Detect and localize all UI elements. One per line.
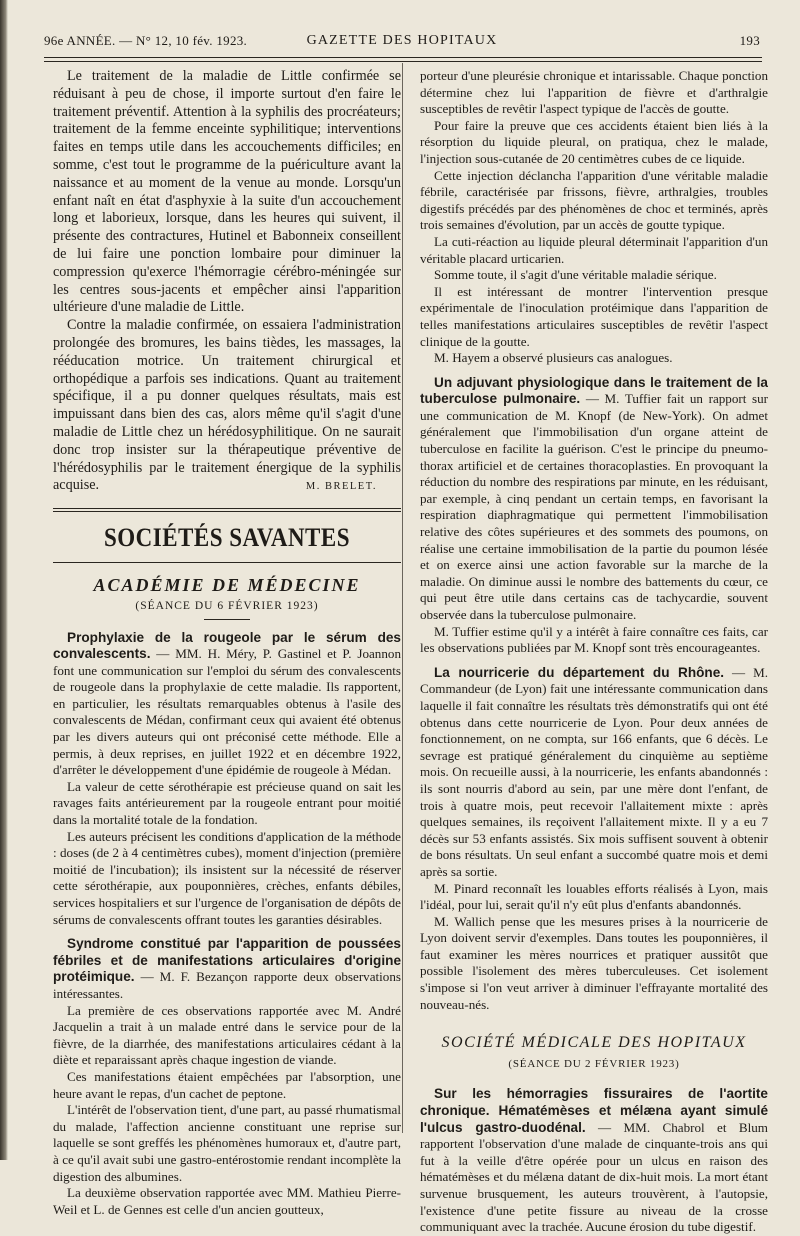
page-binding-edge [0,0,8,1160]
paragraph: M. Wallich pense que les mesures prises à la nourricerie de Lyon doivent servir d'exemples. Dans toutes les pouponnières, il faut examiner les mères nourrices et pratiquer aussitôt que possible l'isolement des mères tuberculeuses. Cet isolement s'impose si l'on veut arriver à diminuer l'effrayante mortalité des nouveau-nés. [420,913,768,1012]
running-header [44,33,760,53]
paragraph: Contre la maladie confirmée, on essaiera l'administration prolongée des bromures, les bains tièdes, les massages, la rééducation motrice. Un traitement chirurgical et orthopédique a parfois ses indications. Quant au traitement spécifique, il a pu donner quelques résultats, mais est impuissant dans bien des cas, alors même qu'il s'agit d'une maladie de Little chez un hérédosyphilitique. On ne saurait donc trop insister sur la thérapeutique préventive de l'hérédosyphilis par le traitement énergique de la syphilis acquise. [53,317,401,494]
article-intro: — M. F. Bezançon rapporte deux observations intéressantes. [53,969,401,1001]
paragraph: Les auteurs précisent les conditions d'application de la méthode : doses (de 2 à 4 centimètres cubes), moment d'injection (première moitié de l'incubation); ils insistent sur la nécessité de réserver cette sérothérapie, aux pouponnières, crèches, enfants débiles, services hospitaliers et sur l'urgence de l'organisation de dépôts de sérums de convalescents offrant toutes les garanties désirables. [53,828,401,927]
issue-info: 96e ANNÉE. — N° 12, 10 fév. 1923. [44,33,248,48]
short-rule [204,619,250,620]
article-heading: Sur les hémorragies fissuraires de l'aortite chronique. Hématémèses et mélæna ayant simulé l'ulcus gastro-duodénal. [420,1086,768,1135]
paragraph: La valeur de cette sérothérapie est précieuse quand on sait les ravages faits antérieurement par la rougeole entrant pour moitié dans la mortalité totale de la fondation. [53,778,401,828]
session-date: (SÉANCE DU 6 FÉVRIER 1923) [135,599,319,612]
paragraph: La première de ces observations rapportée avec M. André Jacquelin a trait à un malade entré dans le service pour de la fièvre, de la diarrhée, des manifestations articulaires cédant à la diète et reparaissant après chaque ingestion de viande. [53,1002,401,1068]
section-rule-bottom [53,562,401,563]
academy-title: ACADÉMIE DE MÉDECINE [93,575,361,596]
paragraph: M. Hayem a observé plusieurs cas analogues. [434,350,673,366]
page-number: 193 [739,33,760,48]
article-intro: — MM. Chabrol et Blum rapportent l'observation d'une malade de cinquante-trois ans qui fut à la veille d'être opérée pour un ulcus en raison des hématémèses et du mélæna datant de dix-huit mois. La mort étant survenue brusquement, les auteurs trouvèrent, à l'autopsie, l'existence d'une petite fissure au niveau de la crosse communiquant avec la trachée. Aucune érosion du tube digestif. [420,1119,768,1235]
article-intro: — M. Commandeur (de Lyon) fait une intéressante communication dans laquelle il fait connaître les résultats très démonstratifs qui ont été obtenus dans cette nourricerie de Lyon. Pour deux années de fonctionnement, on ne compta, sur 166 enfants, que 6 décès. Le sevrage est pratiqué généralement du cinquième au septième mois. On recueille aussi, à la nourricerie, les enfants abandonnés : ils sont nourris d'abord au sein, par une mère dont l'enfant, de trois à quatre mois, peut recevoir l'allaitement mixte : après quelques semaines, ils reçoivent l'allaitement mixte. Il y a eu 7 décès sur 53 enfants assistés. Six mois suffisent souvent à obtenir de bons résultats. Un seul enfant a succombé quatre mois et demi après sa sortie. [420,664,768,879]
header-rule [44,57,762,58]
section-rule [53,508,401,509]
paragraph: La cuti-réaction au liquide pleural déterminait l'apparition d'un véritable placard urticarien. [420,233,768,266]
article-nourricerie [420,665,768,1013]
article-tuberculose [420,375,768,657]
journal-title: GAZETTE DES HOPITAUX [306,33,498,48]
article-aortite [420,1086,768,1235]
society-title: SOCIÉTÉ MÉDICALE DES HOPITAUX [441,1034,747,1052]
society-session-date: (SÉANCE DU 2 FÉVRIER 1923) [508,1057,680,1070]
column-divider [402,63,403,1133]
section-rule-thin [53,511,401,512]
paragraph: porteur d'une pleurésie chronique et intarissable. Chaque ponction détermine chez lui l'apparition de fièvre et d'arthralgie susceptibles de revêtir l'aspect typique de l'accès de goutte. [420,68,768,117]
right-column [420,68,768,1236]
article-rougeole [53,630,401,929]
article-heading: Prophylaxie de la rougeole par le sérum des convalescents. [53,629,401,662]
article-heading: Un adjuvant physiologique dans le traitement de la tuberculose pulmonaire. [420,374,768,407]
left-column [53,68,401,1218]
paragraph: Il est intéressant de montrer l'intervention presque expérimentale de l'inoculation protéimique dans l'apparition de telles manifestations articulaires susceptibles de revêtir l'aspect clinique de la goutte. [420,283,768,349]
section-title: SOCIÉTÉS SAVANTES [103,522,351,552]
author-signature: M. BRELET. [305,481,377,493]
paragraph: M. Pinard reconnaît les louables efforts réalisés à Lyon, mais l'idéal, pour lui, serait qu'il n'y eût plus d'enfants abandonnés. [420,880,768,913]
paragraph: La deuxième observation rapportée avec MM. Mathieu Pierre-Weil et L. de Gennes est celle d'un ancien goutteux, [53,1185,401,1217]
header-rule-thin [44,61,762,62]
paragraph: Somme toute, il s'agit d'une véritable maladie sérique. [434,267,717,283]
paragraph: Ces manifestations étaient empêchées par l'absorption, une heure avant le repas, d'un cachet de peptone. [53,1068,401,1101]
article-intro: — M. Tuffier fait un rapport sur une communication de M. Knopf (de New-York). On admet généralement que l'immobilisation d'un organe atteint de tuberculose en facilite la guérison. C'est le principe du pneumo-thorax artificiel et de certaines thoracoplasties. En provoquant la réduction du nombre des respirations par minute, en les réduisant, par exemple, à cinq pendant un certain temps, en favorisant la respiration diaphragmatique qui permettent l'immobilisation relative des côtes supérieures et des sommets des poumons, on réalise une certaine immobilisation de la partie du poumon lésée et on exerce ainsi une action favorable sur la marche de la maladie. On diminue aussi le nombre des battements du cœur, ce qui peut être utile dans certains cas de tachycardie, souvent observée dans la tuberculose pulmonaire. [420,391,769,622]
article-heading: Syndrome constitué par l'apparition de poussées fébriles et de manifestations articulaires d'origine protéimique. [53,936,401,985]
paragraph: Le traitement de la maladie de Little confirmée se réduisant à peu de chose, il importe surtout d'en faire le traitement préventif. Attention à la syphilis des procréateurs; traitement de la femme enceinte syphilitique; interventions faites en temps utile dans les accouchements difficiles; en somme, c'est tout le programme de la puériculture avant la naissance et au moment de la venue au monde. Lorsqu'un enfant naît en état d'asphyxie à la suite d'un accouchement long et laborieux, lorsque, dans les heures qui suivent, il présente des contractures, Hutinel et Babonneix conseillent de lui faire une ponction lombaire pour diminuer la compression qu'exerce l'hémorragie cérébro-méningée sur les centres sous-jacents et empêcher ainsi l'apparition ultérieure d'une maladie de Little. [53,68,401,316]
paragraph: L'intérêt de l'observation tient, d'une part, au passé rhumatismal du malade, l'affection ancienne constituant une reprise sur laquelle se sont greffés les phénomènes humoraux et, d'autre part, à ce qu'il avait subi une gastro-entérostomie rendant incomplète la digestion des albumines. [53,1102,401,1184]
paragraph: M. Tuffier estime qu'il y a intérêt à faire connaître ces faits, car les observations publiées par M. Knopf sont très encourageantes. [420,623,768,656]
article-heading: La nourricerie du département du Rhône. [434,664,725,680]
paragraph: Pour faire la preuve que ces accidents étaient bien liés à la résorption du liquide pleural, on pratiqua, chez le malade, l'injection sous-cutanée de 20 centimètres cubes de ce liquide. [420,117,768,166]
article-proteimique [53,936,401,1218]
paragraph: Cette injection déclancha l'apparition d'une véritable maladie fébrile, caractérisée par frissons, fièvre, arthralgies, troubles digestifs précédés par des phénomènes de choc et terminés, après trois semaines d'évolution, par un accès de goutte typique. [420,167,768,233]
article-intro: — MM. H. Méry, P. Gastinel et P. Joannon font une communication sur l'emploi du sérum des convalescents de rougeole dans la prophylaxie de cette maladie. Ils rapportent, en particulier, les résultats remarquables obtenus à l'asile des convalescents de Médan, confirmant ceux qui avaient été obtenus par les divers auteurs qui ont préconisé cette méthode. Elle a permis, à deux reprises, en juillet 1922 et en décembre 1922, d'arrêter le développement d'une épidémie de rougeole à Médan. [53,646,401,778]
